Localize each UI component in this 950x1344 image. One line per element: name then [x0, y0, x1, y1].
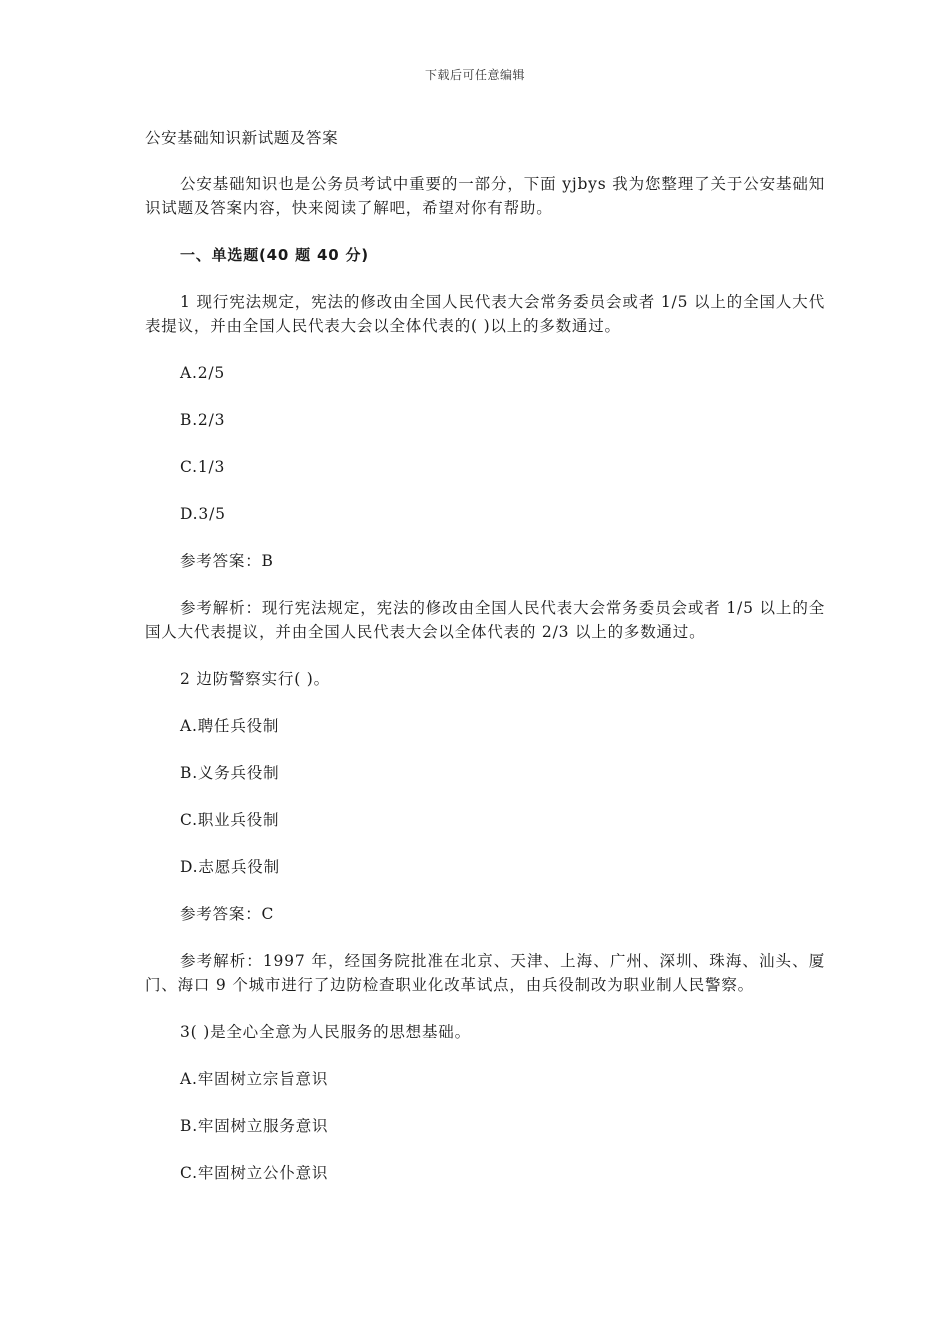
- question-3-option-a: A.牢固树立宗旨意识: [180, 1070, 329, 1088]
- question-1-option-a: A.2/5: [180, 364, 226, 382]
- question-3-stem: 3( )是全心全意为人民服务的思想基础。: [180, 1023, 471, 1041]
- question-2-analysis: 参考解析：1997 年，经国务院批准在北京、天津、上海、广州、深圳、珠海、汕头、厦门、海口 9 个城市进行了边防检查职业化改革试点，由兵役制改为职业制人民警察。: [145, 952, 825, 994]
- document-title: 公安基础知识新试题及答案: [145, 129, 339, 147]
- question-1-option-d: D.3/5: [180, 505, 226, 523]
- intro-paragraph: 公安基础知识也是公务员考试中重要的一部分，下面 yjbys 我为您整理了关于公安基础知识试题及答案内容，快来阅读了解吧，希望对你有帮助。: [145, 175, 825, 217]
- question-2-option-b: B.义务兵役制: [180, 764, 280, 782]
- question-1-analysis: 参考解析：现行宪法规定，宪法的修改由全国人民代表大会常务委员会或者 1/5 以上的全国人大代表提议，并由全国人民代表大会以全体代表的 2/3 以上的多数通过。: [145, 599, 825, 641]
- question-3-option-b: B.牢固树立服务意识: [180, 1117, 329, 1135]
- question-1-answer: 参考答案：B: [180, 552, 274, 570]
- question-2-option-a: A.聘任兵役制: [180, 717, 280, 735]
- question-2-option-c: C.职业兵役制: [180, 811, 280, 829]
- question-1-stem: 1 现行宪法规定，宪法的修改由全国人民代表大会常务委员会或者 1/5 以上的全国人大代表提议，并由全国人民代表大会以全体代表的( )以上的多数通过。: [145, 293, 825, 335]
- question-2-stem: 2 边防警察实行( )。: [180, 670, 330, 688]
- section-heading: 一、单选题(40 题 40 分): [180, 246, 369, 264]
- header-note: 下载后可任意编辑: [424, 68, 525, 82]
- question-1-option-b: B.2/3: [180, 411, 226, 429]
- question-2-answer: 参考答案：C: [180, 905, 275, 923]
- question-1-option-c: C.1/3: [180, 458, 226, 476]
- question-2-option-d: D.志愿兵役制: [180, 858, 280, 876]
- question-3-option-c: C.牢固树立公仆意识: [180, 1164, 329, 1182]
- document-body: [145, 126, 825, 1208]
